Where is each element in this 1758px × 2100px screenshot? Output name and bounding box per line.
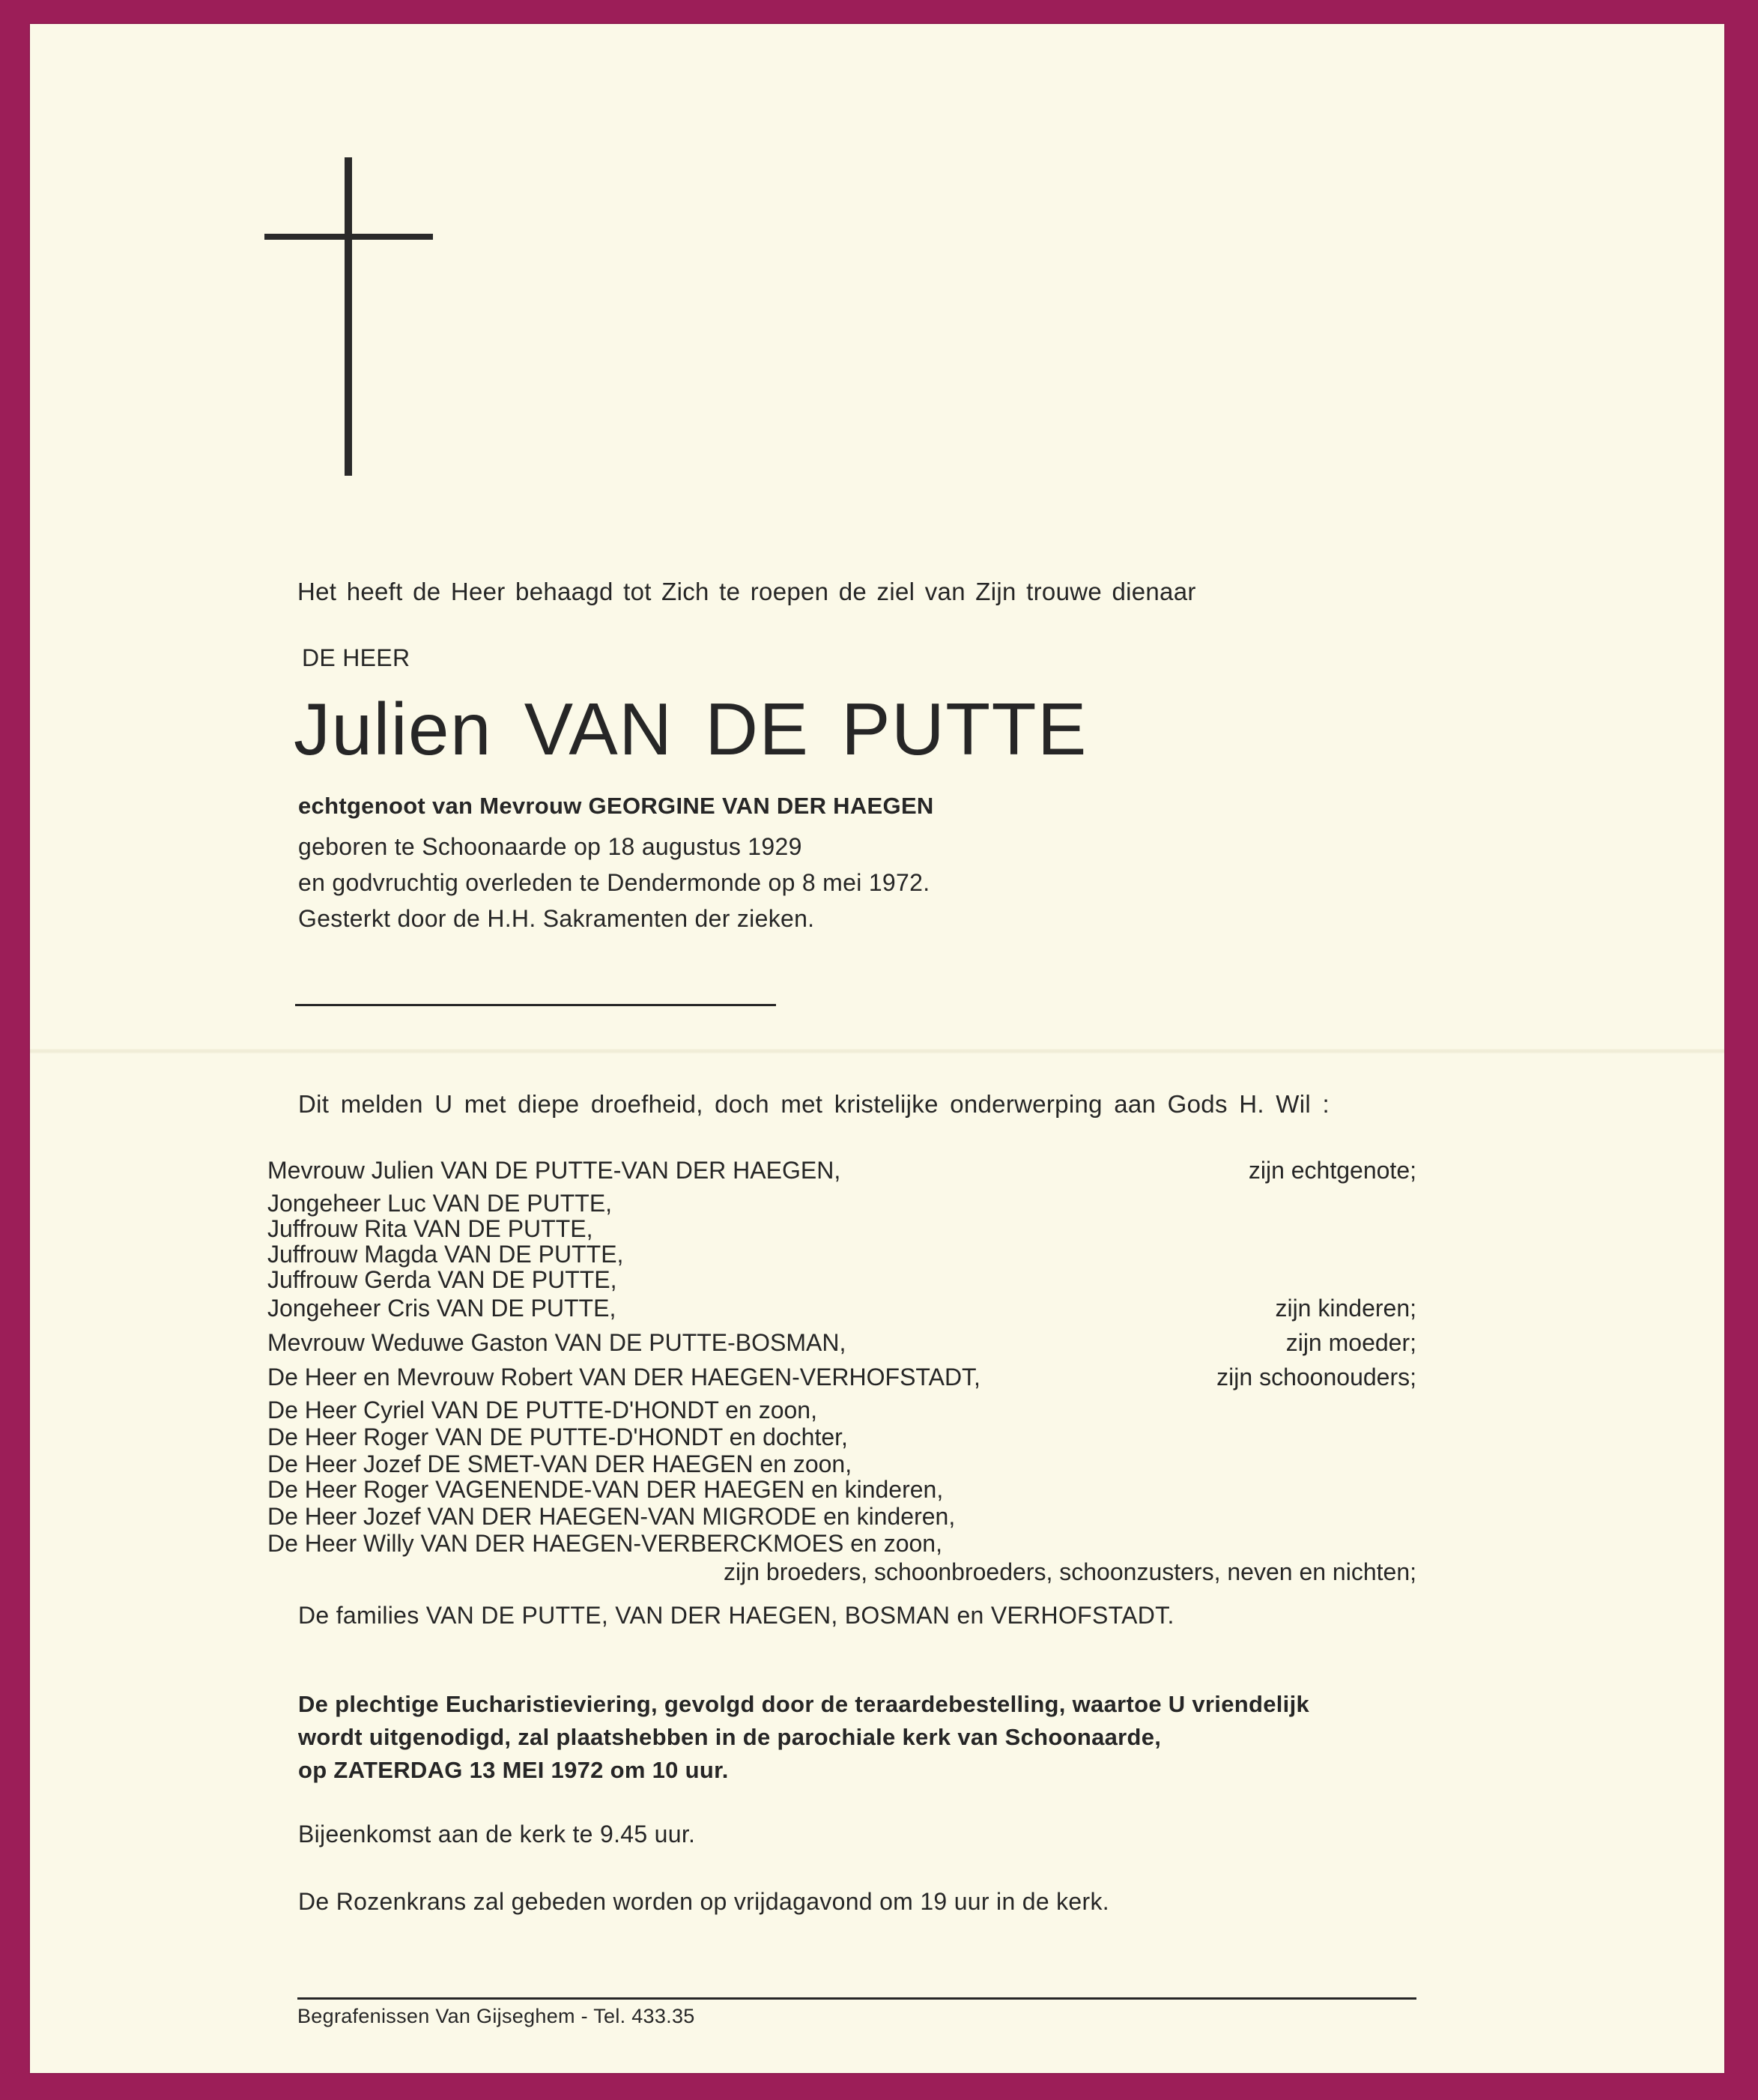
mourner-name: De Heer Jozef DE SMET-VAN DER HAEGEN en zoon,	[267, 1450, 852, 1477]
gathering-line: Bijeenkomst aan de kerk te 9.45 uur.	[298, 1821, 696, 1848]
list-item	[267, 1329, 1416, 1356]
mourner-relation: zijn echtgenote;	[1248, 1157, 1416, 1184]
ceremony-line-1: De plechtige Eucharistieviering, gevolgd door de teraardebestelling, waartoe U vriendelijk	[298, 1691, 1310, 1717]
mourner-relation: zijn moeder;	[1285, 1329, 1416, 1356]
mourner-relation: zijn broeders, schoonbroeders, schoonzusters, neven en nichten;	[724, 1558, 1416, 1585]
death-line: en godvruchtig overleden te Dendermonde op 8 mei 1972.	[298, 869, 930, 896]
ceremony-line-2: wordt uitgenodigd, zal plaatshebben in de parochiale kerk van Schoonaarde,	[298, 1724, 1162, 1750]
mourner-name: De Heer Willy VAN DER HAEGEN-VERBERCKMOES en zoon,	[267, 1530, 942, 1557]
list-item	[267, 1476, 1416, 1503]
rosary-line: De Rozenkrans zal gebeden worden op vrijdagavond om 19 uur in de kerk.	[298, 1888, 1109, 1915]
ceremony-line-3: op ZATERDAG 13 MEI 1972 om 10 uur.	[298, 1757, 729, 1783]
mourner-name: De Heer Roger VAN DE PUTTE-D'HONDT en dochter,	[267, 1423, 848, 1450]
list-item	[267, 1241, 1416, 1268]
list-item	[267, 1503, 1416, 1530]
list-item	[267, 1295, 1416, 1322]
divider-bottom	[297, 1997, 1416, 2000]
mourner-name: Juffrouw Gerda VAN DE PUTTE,	[267, 1266, 617, 1293]
list-item	[267, 1397, 1416, 1423]
list-item	[267, 1558, 1416, 1585]
divider-top	[295, 1004, 776, 1006]
mourner-name: De Heer Cyriel VAN DE PUTTE-D'HONDT en zoon,	[267, 1397, 817, 1423]
announcement: Dit melden U met diepe droefheid, doch met kristelijke onderwerping aan Gods H. Wil :	[298, 1090, 1330, 1118]
list-item	[267, 1423, 1416, 1450]
spouse-line: echtgenoot van Mevrouw GEORGINE VAN DER HAEGEN	[298, 793, 934, 819]
deceased-name: Julien VAN DE PUTTE	[294, 688, 1088, 770]
list-item	[267, 1364, 1416, 1391]
paper-fold	[30, 1049, 1724, 1053]
birth-line: geboren te Schoonaarde op 18 augustus 1929	[298, 833, 802, 860]
mourner-name: Mevrouw Julien VAN DE PUTTE-VAN DER HAEGEN,	[267, 1157, 841, 1184]
mourner-name: Juffrouw Rita VAN DE PUTTE,	[267, 1215, 593, 1242]
mourner-name: Jongeheer Cris VAN DE PUTTE,	[267, 1295, 616, 1322]
list-item	[267, 1450, 1416, 1477]
families-line: De families VAN DE PUTTE, VAN DER HAEGEN, BOSMAN en VERHOFSTADT.	[298, 1602, 1174, 1629]
mourner-relation: zijn schoonouders;	[1216, 1364, 1416, 1391]
list-item	[267, 1157, 1416, 1184]
list-item	[267, 1266, 1416, 1293]
mourner-name: De Heer Roger VAGENENDE-VAN DER HAEGEN en kinderen,	[267, 1476, 944, 1503]
honorific: DE HEER	[302, 644, 410, 671]
footer-undertaker: Begrafenissen Van Gijseghem - Tel. 433.35	[297, 2005, 695, 2027]
mourner-name: De Heer Jozef VAN DER HAEGEN-VAN MIGRODE en kinderen,	[267, 1503, 956, 1530]
list-item	[267, 1190, 1416, 1217]
mourner-name: De Heer en Mevrouw Robert VAN DER HAEGEN-VERHOFSTADT,	[267, 1364, 980, 1391]
sacraments-line: Gesterkt door de H.H. Sakramenten der zieken.	[298, 905, 815, 932]
intro-text: Het heeft de Heer behaagd tot Zich te roepen de ziel van Zijn trouwe dienaar	[297, 578, 1196, 605]
mourner-name: Mevrouw Weduwe Gaston VAN DE PUTTE-BOSMAN,	[267, 1329, 846, 1356]
mourner-relation: zijn kinderen;	[1275, 1295, 1416, 1322]
mourner-name: Juffrouw Magda VAN DE PUTTE,	[267, 1241, 624, 1268]
mourner-name: Jongeheer Luc VAN DE PUTTE,	[267, 1190, 613, 1217]
cross-icon	[264, 157, 433, 476]
list-item	[267, 1530, 1416, 1557]
list-item	[267, 1215, 1416, 1242]
